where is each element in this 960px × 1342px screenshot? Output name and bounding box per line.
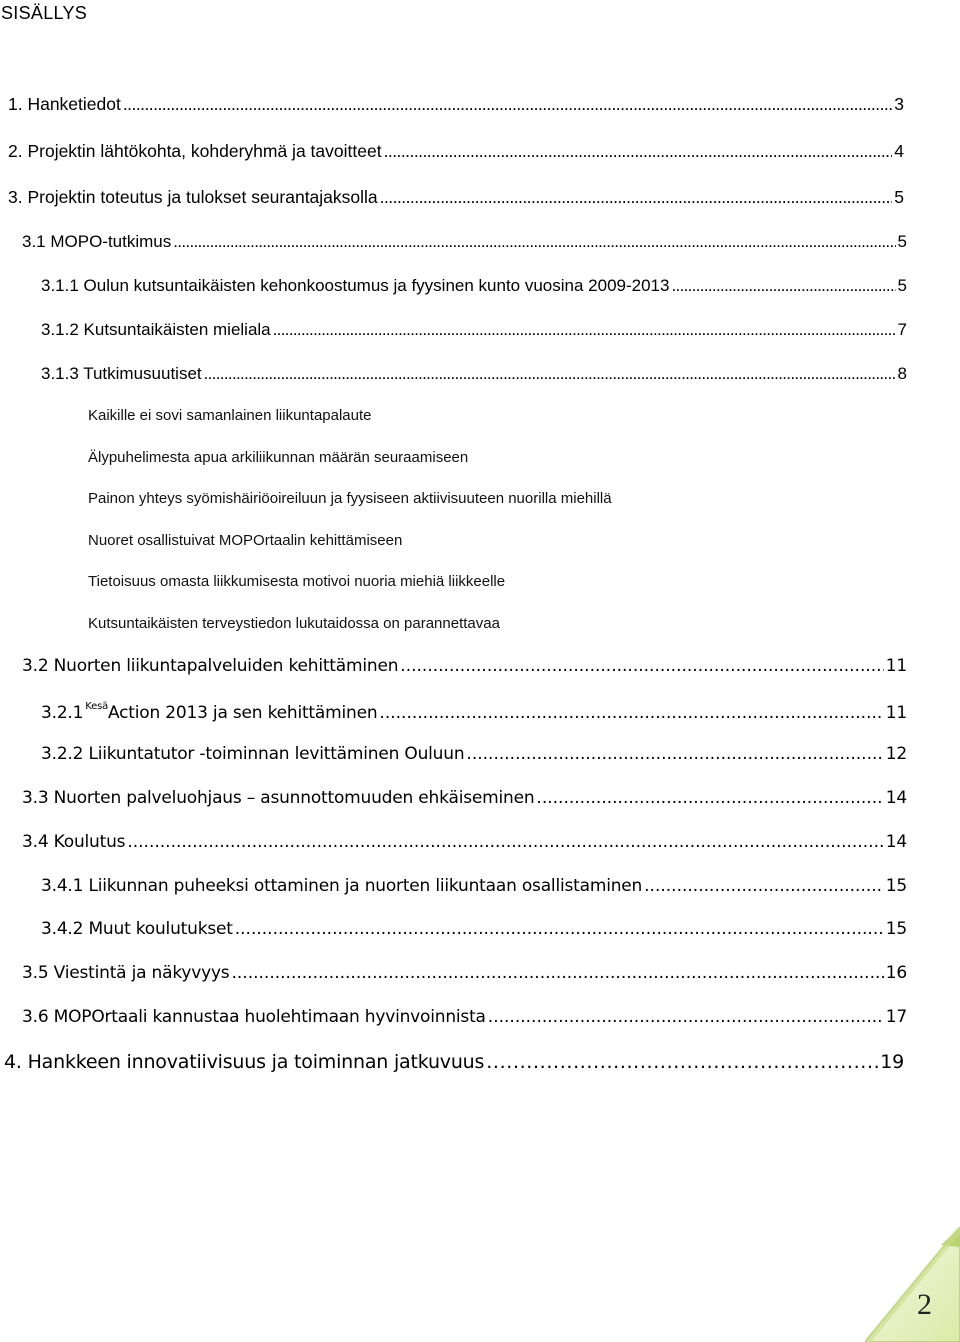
toc-entry-title: 3.4.2 Muut koulutukset <box>41 919 233 939</box>
toc-entry-page: 3 <box>894 94 904 114</box>
page-corner-badge <box>865 1227 960 1342</box>
toc-entry-title: 3.6 MOPOrtaali kannustaa huolehtimaan hyvinvoinnista <box>22 1007 486 1027</box>
toc-entry-muut-koulutukset[interactable] <box>41 919 907 939</box>
toc-entry-page: 15 <box>885 876 907 896</box>
toc-entry-title-superscript: Kesä <box>85 701 109 712</box>
toc-entry-title: 3. Projektin toteutus ja tulokset seurantajaksolla <box>8 187 378 207</box>
toc-entry-viestinta[interactable] <box>22 963 907 983</box>
toc-entry-title: 3.5 Viestintä ja näkyvyys <box>22 963 230 983</box>
toc-entry-kesa-action[interactable] <box>41 701 907 723</box>
toc-entry-page: 5 <box>897 232 907 251</box>
toc-leader-dots <box>204 364 896 384</box>
toc-entry-liikuntapalvelut[interactable] <box>22 656 907 676</box>
toc-entry-page: 19 <box>880 1051 904 1073</box>
toc-entry-title: 3.3 Nuorten palveluohjaus – asunnottomuuden ehkäiseminen <box>22 788 535 808</box>
toc-entry-title: 1. Hanketiedot <box>8 94 121 114</box>
toc-leader-dots <box>379 703 883 723</box>
toc-entry-title: 3.1.2 Kutsuntaikäisten mieliala <box>41 320 271 339</box>
toc-leader-dots <box>123 94 892 115</box>
toc-subtopic[interactable]: Painon yhteys syömishäiriöoireiluun ja fyysiseen aktiivisuuteen nuorilla miehillä <box>88 490 612 507</box>
toc-leader-dots <box>127 832 883 852</box>
toc-entry-title: 4. Hankkeen innovatiivisuus ja toiminnan jatkuvuus <box>4 1051 485 1073</box>
toc-leader-dots <box>235 919 884 939</box>
toc-leader-dots <box>231 963 883 983</box>
toc-entry-mieliala[interactable] <box>41 320 907 340</box>
toc-entry-title: 3.2 Nuorten liikuntapalveluiden kehittäminen <box>22 656 399 676</box>
toc-leader-dots <box>644 876 884 896</box>
toc-leader-dots <box>488 1007 884 1027</box>
page-number: 2 <box>917 1288 932 1321</box>
toc-entry-title <box>41 701 377 723</box>
toc-entry-page: 16 <box>885 963 907 983</box>
toc-entry-title: 2. Projektin lähtökohta, kohderyhmä ja tavoitteet <box>8 141 382 161</box>
toc-entry-hanketiedot[interactable] <box>8 94 904 115</box>
toc-entry-puheeksi-ottaminen[interactable] <box>41 876 907 896</box>
toc-leader-dots <box>486 1051 878 1073</box>
toc-entry-innovatiivisuus[interactable] <box>4 1051 904 1073</box>
toc-entry-liikuntatutor[interactable] <box>41 744 907 764</box>
toc-entry-page: 5 <box>894 187 904 207</box>
toc-entry-palveluohjaus[interactable] <box>22 788 907 808</box>
toc-entry-kehonkoostumus[interactable] <box>41 276 907 296</box>
toc-subtopic[interactable]: Nuoret osallistuivat MOPOrtaalin kehittämiseen <box>88 532 403 549</box>
toc-leader-dots <box>466 744 883 764</box>
toc-entry-koulutus[interactable] <box>22 832 907 852</box>
toc-subtopic[interactable]: Kaikille ei sovi samanlainen liikuntapalaute <box>88 407 372 424</box>
toc-leader-dots <box>671 276 895 296</box>
toc-entry-title: 3.1 MOPO-tutkimus <box>22 232 172 251</box>
toc-entry-page: 15 <box>885 919 907 939</box>
toc-entry-title: 3.1.1 Oulun kutsuntaikäisten kehonkoostumus ja fyysinen kunto vuosina 2009-2013 <box>41 276 670 295</box>
toc-leader-dots <box>273 320 896 340</box>
toc-entry-toteutus[interactable] <box>8 187 904 208</box>
toc-leader-dots <box>384 141 893 162</box>
toc-entry-page: 17 <box>885 1007 907 1027</box>
toc-entry-page: 7 <box>897 320 907 339</box>
toc-entry-page: 4 <box>894 141 904 161</box>
toc-leader-dots <box>380 187 893 208</box>
toc-entry-title: 3.4.1 Liikunnan puheeksi ottaminen ja nuorten liikuntaan osallistaminen <box>41 876 643 896</box>
toc-entry-title-number: 3.2.1 <box>41 703 84 723</box>
toc-entry-lahtokohta[interactable] <box>8 141 904 162</box>
toc-entry-moportaali[interactable] <box>22 1007 907 1027</box>
toc-entry-title: 3.4 Koulutus <box>22 832 126 852</box>
toc-entry-page: 8 <box>897 364 907 383</box>
toc-entry-page: 5 <box>897 276 907 295</box>
toc-entry-page: 12 <box>885 744 907 764</box>
toc-subtopic[interactable]: Tietoisuus omasta liikkumisesta motivoi nuoria miehiä liikkeelle <box>88 573 506 590</box>
toc-leader-dots <box>400 656 883 676</box>
toc-entry-page: 14 <box>885 788 907 808</box>
toc-heading: SISÄLLYS <box>1 3 88 23</box>
toc-entry-page: 11 <box>885 703 907 723</box>
toc-leader-dots <box>536 788 883 808</box>
toc-leader-dots <box>173 232 895 252</box>
toc-entry-title: 3.2.2 Liikuntatutor -toiminnan levittäminen Ouluun <box>41 744 465 764</box>
toc-entry-page: 14 <box>885 832 907 852</box>
toc-entry-page: 11 <box>885 656 907 676</box>
toc-entry-mopo-tutkimus[interactable] <box>22 232 907 252</box>
toc-entry-title: 3.1.3 Tutkimusuutiset <box>41 364 202 383</box>
toc-entry-tutkimusuutiset[interactable] <box>41 364 907 384</box>
toc-subtopic[interactable]: Älypuhelimesta apua arkiliikunnan määrän seuraamiseen <box>88 449 469 466</box>
toc-subtopic[interactable]: Kutsuntaikäisten terveystiedon lukutaidossa on parannettavaa <box>88 615 500 632</box>
toc-entry-title-rest: Action 2013 ja sen kehittäminen <box>108 703 378 723</box>
